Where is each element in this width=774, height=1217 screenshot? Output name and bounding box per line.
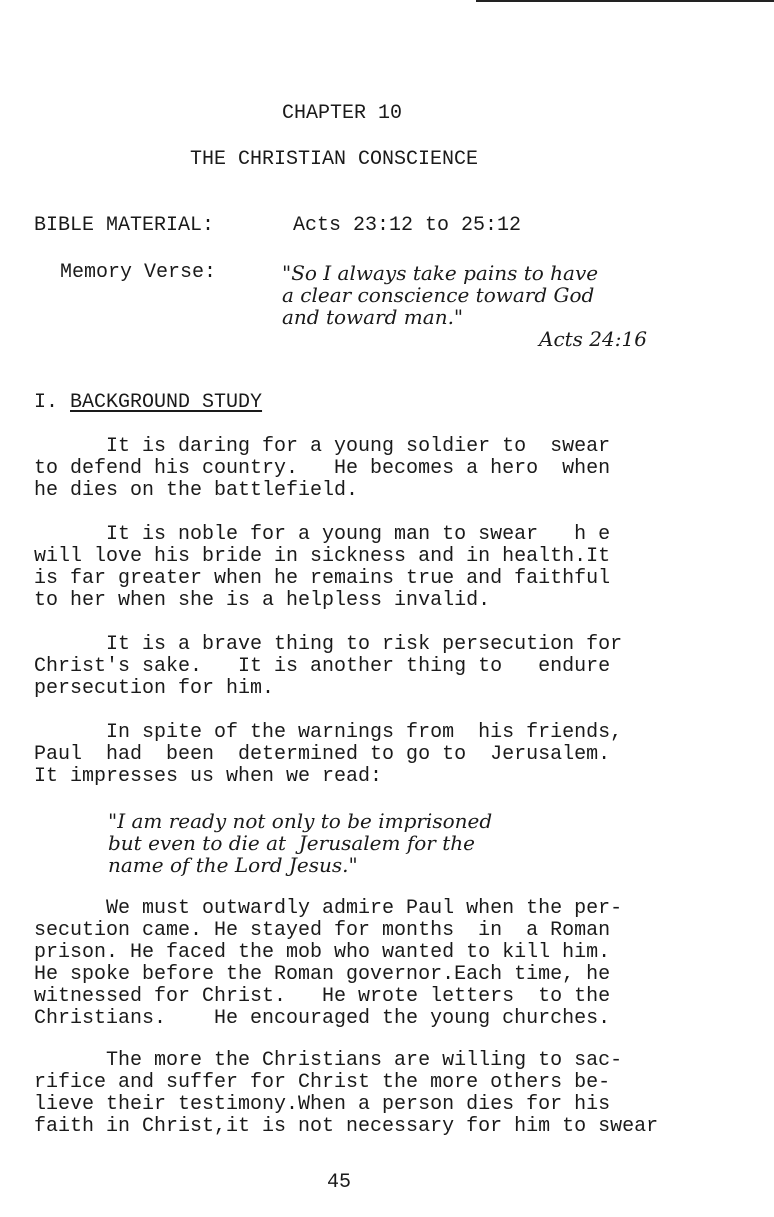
bible-material-value: Acts 23:12 to 25:12: [293, 214, 522, 237]
memory-verse-line: "So I always take pains to have: [282, 261, 599, 285]
paragraph-line: lieve their testimony.When a person dies for his: [34, 1093, 611, 1116]
memory-verse-reference: Acts 24:16: [539, 327, 647, 351]
memory-verse-line: and toward man.": [282, 305, 464, 329]
paragraph-line: The more the Christians are willing to sac-: [34, 1049, 623, 1072]
paragraph-line: faith in Christ,it is not necessary for him to swear: [34, 1115, 659, 1138]
paragraph-line: persecution for him.: [34, 677, 275, 700]
section-number: I.: [34, 391, 71, 414]
paragraph-line: Paul had been determined to go to Jerusalem.: [34, 743, 611, 766]
section-title: BACKGROUND STUDY: [70, 391, 263, 414]
bible-material-label: BIBLE MATERIAL:: [34, 214, 215, 237]
paragraph-line: It is noble for a young man to swear h e: [34, 523, 611, 546]
paragraph-line: Christ's sake. It is another thing to endure: [34, 655, 611, 678]
paragraph-line: is far greater when he remains true and faithful: [34, 567, 611, 590]
paragraph-line: prison. He faced the mob who wanted to kill him.: [34, 941, 611, 964]
quote-line: but even to die at Jerusalem for the: [108, 831, 475, 855]
paragraph-line: will love his bride in sickness and in health.It: [34, 545, 611, 568]
paragraph-line: to defend his country. He becomes a hero when: [34, 457, 611, 480]
section-heading: [34, 392, 262, 414]
quote-line: name of the Lord Jesus.": [108, 853, 358, 877]
paragraph-line: It impresses us when we read:: [34, 765, 383, 788]
paragraph-line: We must outwardly admire Paul when the per-: [34, 897, 623, 920]
paragraph-line: rifice and suffer for Christ the more others be-: [34, 1071, 611, 1094]
paragraph-line: It is a brave thing to risk persecution for: [34, 633, 623, 656]
paragraph-line: witnessed for Christ. He wrote letters to the: [34, 985, 611, 1008]
top-rule: [476, 0, 774, 2]
page-number: 45: [327, 1171, 352, 1194]
paragraph-line: Christians. He encouraged the young churches.: [34, 1007, 611, 1030]
chapter-number: CHAPTER 10: [282, 102, 403, 125]
quote-line: "I am ready not only to be imprisoned: [108, 809, 493, 833]
paragraph-line: he dies on the battlefield.: [34, 479, 359, 502]
paragraph-line: secution came. He stayed for months in a Roman: [34, 919, 611, 942]
memory-verse-line: a clear conscience toward God: [282, 283, 595, 307]
paragraph-line: In spite of the warnings from his friends,: [34, 721, 623, 744]
chapter-title: THE CHRISTIAN CONSCIENCE: [190, 148, 479, 171]
paragraph-line: to her when she is a helpless invalid.: [34, 589, 491, 612]
memory-verse-label: Memory Verse:: [60, 261, 217, 284]
paragraph-line: It is daring for a young soldier to swear: [34, 435, 611, 458]
paragraph-line: He spoke before the Roman governor.Each time, he: [34, 963, 611, 986]
